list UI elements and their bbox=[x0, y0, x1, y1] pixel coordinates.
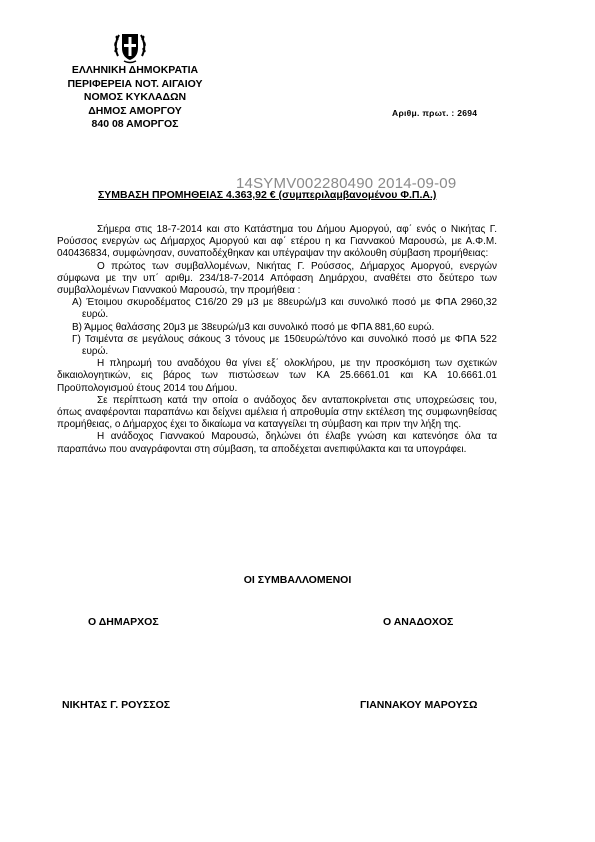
list-item: Α) Έτοιμου σκυροδέματος C16/20 29 μ3 με 88ευρώ/μ3 και συνολικό ποσό με ΦΠΑ 2960,32 ευρώ. bbox=[72, 297, 497, 321]
paragraph: Ο πρώτος των συμβαλλομένων, Νικήτας Γ. Ρούσσος, Δήμαρχος Αμοργού, ενεργών σύμφωνα με την υπ΄ αριθμ. 234/18-7-2014 Απόφαση Δημάρχου, αναθέτει στο δεύτερο των συμβαλλομένων Γιαννακού Μαρουσώ, την προμήθεια : bbox=[57, 260, 497, 297]
paragraph: Η ανάδοχος Γιαννακού Μαρουσώ, δηλώνει ότι έλαβε γνώση και κατενόησε όλα τα παραπάνω που αναγράφονται στη σύμβαση, τα αποδέχεται ανεπιφύλακτα και τα υπογράφει. bbox=[57, 431, 497, 455]
protocol-number: Αριθμ. πρωτ. : 2694 bbox=[392, 108, 478, 118]
paragraph: Σήμερα στις 18-7-2014 και στο Κατάστημα του Δήμου Αμοργού, αφ΄ ενός ο Νικήτας Γ. Ρούσσος ενεργών ως Δήμαρχος Αμοργού και αφ΄ ετέρου η κα Γιαννακού Μαρουσώ, με Α.Φ.Μ. 040436834, συμφώνησαν, συναποδέχθηκαν και υπέγραψαν την ακόλουθη σύμβαση προμήθειας: bbox=[57, 224, 497, 260]
contract-body bbox=[57, 224, 497, 456]
header-line: ΝΟΜΟΣ ΚΥΚΛΑΔΩΝ bbox=[83, 91, 187, 103]
contractor-role: Ο ΑΝΑΔΟΧΟΣ bbox=[383, 616, 454, 628]
ada-stamp: 14SYMV002280490 2014-09-09 bbox=[236, 175, 457, 192]
list-item: Β) Άμμος θαλάσσης 20μ3 με 38ευρώ/μ3 και συνολικό ποσό με ΦΠΑ 881,60 ευρώ. bbox=[72, 321, 435, 333]
contract-title: ΣΥΜΒΑΣΗ ΠΡΟΜΗΘΕΙΑΣ 4.363,92 € (συμπεριλαμβανομένου Φ.Π.Α.) bbox=[98, 189, 437, 201]
greek-coat-of-arms-icon bbox=[110, 26, 150, 66]
parties-heading: ΟΙ ΣΥΜΒΑΛΛΟΜΕΝΟΙ bbox=[243, 574, 352, 586]
list-item: Γ) Τσιμέντα σε μεγάλους σάκους 3 τόνους με 150ευρώ/τόνο και συνολικό ποσό με ΦΠΑ 522 ευρώ. bbox=[72, 333, 497, 358]
paragraph: Σε περίπτωση κατά την οποία ο ανάδοχος δεν ανταποκρίνεται στις υποχρεώσεις του, όπως αναφέρονται παραπάνω και δείχνει αμέλεια ή απροθυμία στην εκτέλεση της συμφωνηθείσας προμήθειας, ο Δήμαρχος έχει το δικαίωμα να καταγγείλει τη σύμβαση και πριν την λήξη της. bbox=[57, 394, 497, 431]
issuer-header bbox=[60, 64, 210, 132]
contractor-name: ΓΙΑΝΝΑΚΟΥ ΜΑΡΟΥΣΩ bbox=[360, 699, 478, 711]
header-line: 840 08 ΑΜΟΡΓΟΣ bbox=[91, 118, 179, 130]
header-line: ΔΗΜΟΣ ΑΜΟΡΓΟΥ bbox=[88, 104, 182, 117]
header-line: ΕΛΛΗΝΙΚΗ ΔΗΜΟΚΡΑΤΙΑ bbox=[71, 64, 199, 76]
mayor-role: Ο ΔΗΜΑΡΧΟΣ bbox=[88, 616, 159, 628]
header-line: ΠΕΡΙΦΕΡΕΙΑ ΝΟΤ. ΑΙΓΑΙΟΥ bbox=[67, 77, 203, 90]
paragraph: Η πληρωμή του αναδόχου θα γίνει εξ΄ ολοκλήρου, με την προσκόμιση των σχετικών δικαιολογητικών, εις βάρος των πιστώσεων των ΚΑ 25.6661.01 και ΚΑ 10.6661.01 Προϋπολογισμού έτους 2014 του Δήμου. bbox=[57, 358, 497, 394]
mayor-name: ΝΙΚΗΤΑΣ Γ. ΡΟΥΣΣΟΣ bbox=[62, 699, 171, 711]
